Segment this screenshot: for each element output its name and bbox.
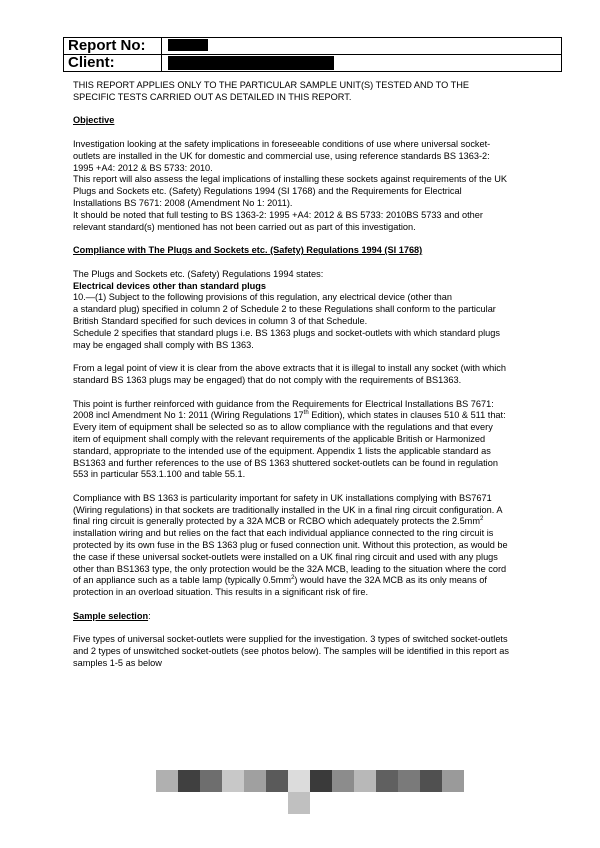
text-line: and 2 types of unswitched socket-outlets (see photos below). The samples will be identified in this report as: [73, 646, 509, 657]
pixel-block: [288, 770, 310, 792]
text-line: samples 1-5 as below: [73, 658, 162, 669]
text-line: relevant standard(s) mentioned has not been carried out as part of this investigation.: [73, 221, 416, 232]
redacted-report-no: [168, 39, 208, 51]
pixel-block: [200, 770, 222, 792]
text-line: item of equipment shall comply with the relevant requirements of the applicable British or Harmonized: [73, 433, 486, 444]
text-line: may be engaged shall comply with BS 1363.: [73, 339, 254, 350]
text-line: other than BS1363 type, the only protection would be the 32A MCB, leading to the situation where the cord: [73, 563, 507, 574]
text-line: Installations BS 7671: 2008 (Amendment No 1: 2011).: [73, 197, 293, 208]
text-line: Five types of universal socket-outlets were supplied for the investigation. 3 types of switched socket-outlets: [73, 634, 508, 645]
report-no-value: [162, 38, 561, 54]
pixel-block: [222, 770, 244, 792]
pixel-block: [376, 770, 398, 792]
pixel-block: [310, 770, 332, 792]
client-label: Client:: [64, 55, 162, 71]
text-line: 10.—(1) Subject to the following provisions of this regulation, any electrical device (other than: [73, 292, 452, 303]
pixel-block: [442, 770, 464, 792]
client-value: [162, 55, 561, 71]
text-line: BS1363 and further references to the use of BS 1363 shuttered socket-outlets can be found in regulation: [73, 457, 498, 468]
text-line: Schedule 2 specifies that standard plugs i.e. BS 1363 plugs and socket-outlets with which standard plugs: [73, 327, 500, 338]
pixel-block: [398, 770, 420, 792]
text-line: The Plugs and Sockets etc. (Safety) Regulations 1994 states:: [73, 268, 324, 279]
text-line: Investigation looking at the safety implications in foreseeable conditions of use where universal socket-: [73, 138, 491, 149]
text-line: (Wiring regulations) in that sockets are traditionally installed in the UK in a final ring circuit configuration. A: [73, 504, 503, 515]
pixel-block: [178, 770, 200, 792]
text-line: 2008 incl Amendment No 1: 2011 (Wiring Regulations 17th Edition), which states in clauses 510 & 511 that:: [73, 410, 506, 421]
pixelated-footer: [156, 770, 462, 814]
text-line: outlets are installed in the UK for domestic and commercial use, using reference standards BS 1363-2:: [73, 150, 490, 161]
text-line: Compliance with BS 1363 is particularity important for safety in UK installations complying with BS7671: [73, 492, 492, 503]
regulation-subheading: Electrical devices other than standard plugs: [73, 280, 266, 291]
compliance-heading: Compliance with The Plugs and Sockets etc. (Safety) Regulations 1994 (SI 1768): [73, 245, 423, 256]
pixel-block: [288, 792, 310, 814]
text-line: 553 in particular 553.1.100 and table 55.1.: [73, 469, 246, 480]
report-body: [73, 80, 538, 670]
client-row: [64, 54, 561, 71]
text-line: 1995 +A4: 2012 & BS 5733: 2010.: [73, 162, 213, 173]
text-line: standard BS 1363 plugs may be engaged) that do not comply with the requirements of BS1363.: [73, 374, 462, 385]
pixel-block: [266, 770, 288, 792]
text-line: Every item of equipment shall be selected so as to allow compliance with the regulations and that every: [73, 422, 493, 433]
text-line: Plugs and Sockets etc. (Safety) Regulations 1994 (SI 1768) and the Requirements for Electrical: [73, 186, 462, 197]
text-line: protection in an overload situation. This results in a significant risk of fire.: [73, 587, 368, 598]
text-line: the case if these universal socket-outlets were installed on a UK final ring circuit and used with any plugs: [73, 551, 498, 562]
pixel-block: [156, 770, 178, 792]
report-no-row: [64, 38, 561, 54]
text-line: of an appliance such as a table lamp (typically $0.5mm^2$) would have the 32A MCB as its only means of: [73, 575, 487, 586]
text-line: British Standard specified for such devices in column 3 of that Schedule.: [73, 315, 368, 326]
disclaimer-line: THIS REPORT APPLIES ONLY TO THE PARTICULAR SAMPLE UNIT(S) TESTED AND TO THE: [73, 80, 470, 90]
sample-heading: Sample selection:: [73, 610, 151, 621]
text-line: This report will also assess the legal implications of installing these sockets against requirements of the UK: [73, 174, 508, 185]
text-line: installation wiring and but relies on the fact that each individual appliance connected to the ring circuit is: [73, 528, 494, 539]
text-line: This point is further reinforced with guidance from the Requirements for Electrical Installations BS 7671:: [73, 398, 494, 409]
objective-heading: Objective: [73, 115, 115, 126]
text-line: standard, appropriate to the intended use of the equipment. Appendix 1 lists the applicable standard as: [73, 445, 491, 456]
text-line: final ring circuit is generally protected by a 32A MCB or RCBO which adequately protects the $2.5mm^2$: [73, 516, 484, 527]
text-line: protected by its own fuse in the BS 1363 plug or fused connection unit. Without this protection, as would be: [73, 540, 508, 551]
report-no-label: Report No:: [64, 38, 162, 54]
pixel-block: [244, 770, 266, 792]
text-line: a standard plug) specified in column 2 of Schedule 2 to these Regulations shall conform to the particular: [73, 304, 496, 315]
pixel-block: [332, 770, 354, 792]
text-line: It should be noted that full testing to BS 1363-2: 1995 +A4: 2012 & BS 5733: 2010BS 5733 and other: [73, 209, 483, 220]
pixel-block: [354, 770, 376, 792]
text-line: From a legal point of view it is clear from the above extracts that it is illegal to install any socket (with which: [73, 363, 507, 374]
redacted-client: [168, 56, 334, 70]
report-header-table: [63, 37, 562, 72]
disclaimer-line: SPECIFIC TESTS CARRIED OUT AS DETAILED IN THIS REPORT.: [73, 91, 352, 102]
pixel-block: [420, 770, 442, 792]
